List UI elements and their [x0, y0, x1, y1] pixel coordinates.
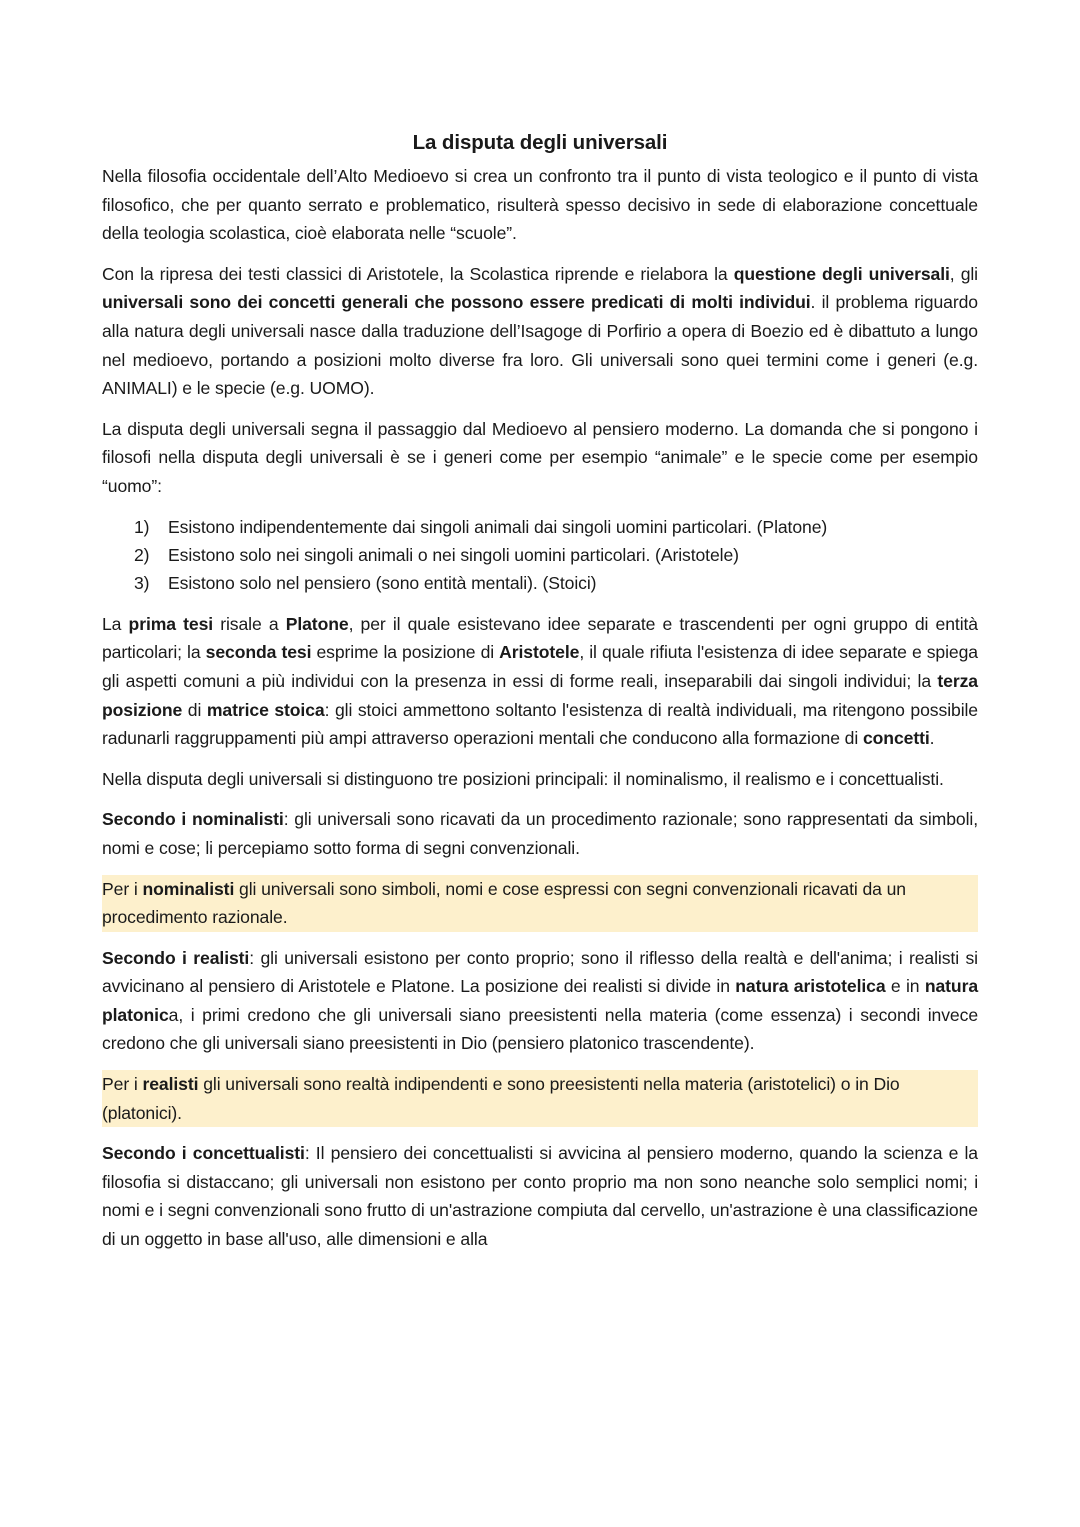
list-number: 2) — [134, 544, 150, 565]
paragraph-posizioni: Nella disputa degli universali si distinguono tre posizioni principali: il nominalismo, il realismo e i concettualisti. — [102, 768, 944, 789]
bold-span: Secondo i concettualisti — [102, 1143, 305, 1164]
paragraph-realisti — [102, 944, 978, 1058]
text-span: risale a — [213, 613, 286, 634]
list-item — [102, 569, 978, 597]
bold-span: Aristotele — [499, 642, 580, 663]
text-span: Per i — [102, 878, 143, 899]
bold-span: seconda tesi — [205, 642, 312, 663]
text-span: : gli stoici ammettono soltanto l'esistenza di realtà individuali, ma ritengono possibile radunarli raggruppamenti più ampi attraverso operazioni mentali che conducono alla formazione di — [102, 699, 978, 749]
highlight-nominalisti — [102, 875, 978, 932]
text-span: Con la ripresa dei testi classici di Aristotele, la Scolastica riprende e rielabora la — [102, 263, 734, 284]
text-span: , gli — [949, 263, 978, 284]
document-page — [102, 128, 978, 1266]
bold-span: Platone — [285, 613, 349, 634]
list-text: Esistono solo nel pensiero (sono entità mentali). (Stoici) — [168, 573, 597, 594]
bold-span: universali sono dei concetti generali che possono essere predicati di molti individui — [102, 292, 811, 313]
text-span: , per il quale esistevano idee separate e trascendenti per ogni gruppo di entità particolari; la — [102, 613, 978, 663]
page-title: La disputa degli universali — [412, 131, 668, 154]
highlight-realisti — [102, 1070, 978, 1127]
paragraph-nominalisti — [102, 805, 978, 862]
paragraph-tesi — [102, 610, 978, 753]
text-span: e in — [885, 976, 925, 997]
list-number: 3) — [134, 573, 150, 594]
bold-span: matrice stoica — [206, 699, 325, 720]
paragraph-domanda: La disputa degli universali segna il passaggio dal Medioevo al pensiero moderno. La domanda che si pongono i filosofi nella disputa degli universali è se i generi come per esempio “animale” e le specie come per esempio “uomo”: — [102, 418, 978, 496]
list-item — [102, 541, 978, 569]
paragraph-concettualisti — [102, 1139, 978, 1253]
bold-span: concetti — [862, 728, 930, 749]
list-text: Esistono solo nei singoli animali o nei singoli uomini particolari. (Aristotele) — [168, 544, 739, 565]
bold-span: questione degli universali — [733, 263, 950, 284]
paragraph-scolastica — [102, 260, 978, 403]
bold-span: Secondo i nominalisti — [102, 809, 284, 830]
text-span: Per i — [102, 1074, 143, 1095]
text-span: gli universali sono simboli, nomi e cose espressi con segni convenzionali ricavati da un procedimento razionale. — [102, 878, 906, 928]
text-span: a, i primi credono che gli universali siano preesistenti nella materia (come essenza) i secondi invece credono che gli universali siano preesistenti in Dio (pensiero platonico trascendente). — [102, 1004, 978, 1054]
bold-span: natura aristotelica — [735, 976, 886, 997]
list-text: Esistono indipendentemente dai singoli animali dai singoli uomini particolari. (Platone) — [168, 516, 828, 537]
paragraph-intro: Nella filosofia occidentale dell’Alto Medioevo si crea un confronto tra il punto di vista teologico e il punto di vista filosofico, che per quanto serrato e problematico, risulterà spesso decisivo in sede di elaborazione concettuale della teologia scolastica, cioè elaborata nelle “scuole”. — [102, 166, 978, 244]
text-span: esprime la posizione di — [311, 642, 500, 663]
text-span: : Il pensiero dei concettualisti si avvicina al pensiero moderno, quando la scienza e la filosofia si distaccano; gli universali non esistono per conto proprio ma non sono neanche solo semplici nomi; i nomi e i segni convenzionali sono frutto di un'astrazione compiuta dal cervello, un'astrazione è una classificazione di un oggetto in base all'uso, alle dimensioni e alla — [102, 1143, 978, 1250]
text-span: gli universali sono realtà indipendenti e sono preesistenti nella materia (aristotelici) o in Dio (platonici). — [102, 1074, 900, 1123]
bold-span: realisti — [142, 1074, 199, 1095]
bold-span: nominalisti — [142, 878, 235, 899]
text-span: La — [102, 613, 129, 634]
bold-span: Secondo i realisti — [102, 947, 250, 968]
bold-span: prima tesi — [128, 613, 214, 634]
bold-span: natura platonic — [102, 976, 978, 1025]
text-span: di — [182, 699, 207, 720]
list-item — [102, 513, 978, 541]
text-span: : gli universali esistono per conto proprio; sono il riflesso della realtà e dell'anima; i realisti si avvicinano al pensiero di Aristotele e Platone. La posizione dei realisti si divide in — [102, 947, 978, 997]
bold-span: terza posizione — [102, 670, 978, 720]
text-span: . il problema riguardo alla natura degli universali nasce dalla traduzione dell’Isagoge di Porfirio a opera di Boezio ed è dibattuto a lungo nel medioevo, portando a posizioni molto diverse fra loro. Gli universali sono quei termini come i generi (e.g. ANIMALI) e le specie (e.g. UOMO). — [102, 292, 978, 399]
theses-list — [102, 513, 978, 598]
text-span: , il quale rifiuta l'esistenza di idee separate e spiega gli aspetti comuni a più individui con la presenza in essi di forme reali, inseparabili dai singoli individui; la — [102, 642, 978, 691]
text-span: : gli universali sono ricavati da un procedimento razionale; sono rappresentati da simboli, nomi e cose; li percepiamo sotto forma di segni convenzionali. — [102, 809, 978, 858]
text-span: . — [929, 728, 935, 749]
list-number: 1) — [134, 516, 150, 537]
